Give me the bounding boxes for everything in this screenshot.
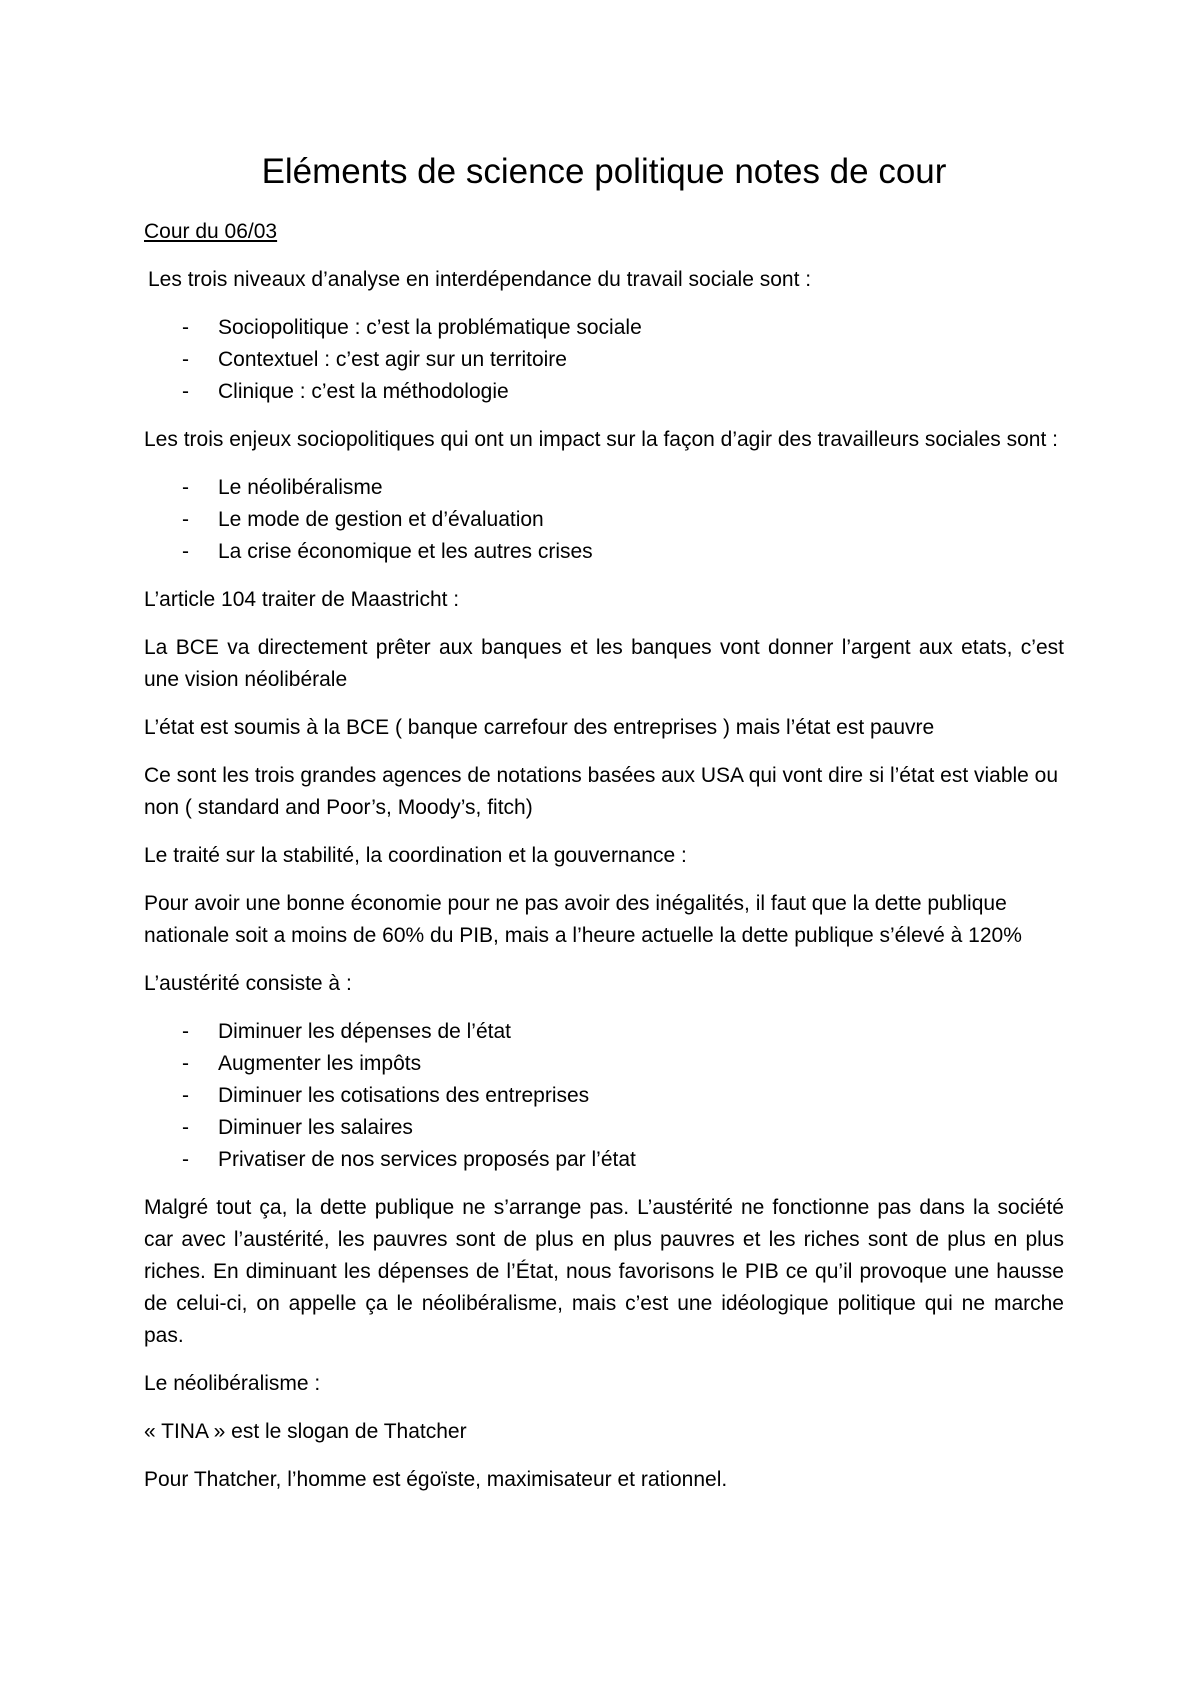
austerite-list — [144, 1016, 1064, 1176]
list-item: - Diminuer les salaires — [144, 1112, 1064, 1144]
list-item: - Diminuer les dépenses de l’état — [144, 1016, 1064, 1048]
list-item: - Le néolibéralisme — [144, 472, 1064, 504]
levels-list — [144, 312, 1064, 408]
list-item: - Augmenter les impôts — [144, 1048, 1064, 1080]
list-item: - La crise économique et les autres crises — [144, 536, 1064, 568]
list-item: - Diminuer les cotisations des entreprises — [144, 1080, 1064, 1112]
document-title: Eléments de science politique notes de cour — [261, 152, 947, 191]
list-item: - Contextuel : c’est agir sur un territoire — [144, 344, 1064, 376]
paragraph-enjeux: Les trois enjeux sociopolitiques qui ont un impact sur la façon d’agir des travailleurs sociales sont : — [144, 428, 1058, 451]
paragraph-levels-intro: Les trois niveaux d’analyse en interdépendance du travail sociale sont : — [148, 268, 812, 291]
paragraph-agences: Ce sont les trois grandes agences de notations basées aux USA qui vont dire si l’état est viable ou non ( standard and Poor’s, Moody’s, fitch) — [144, 764, 1059, 819]
enjeux-list — [144, 472, 1064, 568]
list-item: - Le mode de gestion et d’évaluation — [144, 504, 1064, 536]
paragraph-neoliberalisme: Le néolibéralisme : — [144, 1372, 321, 1395]
list-item: - Privatiser de nos services proposés par l’état — [144, 1144, 1064, 1176]
document-page — [144, 150, 1064, 1512]
list-item: - Clinique : c’est la méthodologie — [144, 376, 1064, 408]
paragraph-malgre: Malgré tout ça, la dette publique ne s’arrange pas. L’austérité ne fonctionne pas dans la société car avec l’austérité, les pauvres sont de plus en plus pauvres et les riches sont de plus en plus riches. En diminuant les dépenses de l’État, nous favorisons le PIB ce qu’il provoque une hausse de celui-ci, on appelle ça le néolibéralisme, mais c’est une idéologique politique qui ne marche pas. — [144, 1196, 1064, 1347]
paragraph-tina: « TINA » est le slogan de Thatcher — [144, 1420, 467, 1443]
paragraph-thatcher: Pour Thatcher, l’homme est égoïste, maximisateur et rationnel. — [144, 1468, 728, 1491]
paragraph-austerite: L’austérité consiste à : — [144, 972, 352, 995]
paragraph-traite: Le traité sur la stabilité, la coordination et la gouvernance : — [144, 844, 687, 867]
paragraph-bce: La BCE va directement prêter aux banques et les banques vont donner l’argent aux etats, c’est une vision néolibérale — [144, 636, 1064, 691]
paragraph-economie: Pour avoir une bonne économie pour ne pas avoir des inégalités, il faut que la dette publique nationale soit a moins de 60% du PIB, mais a l’heure actuelle la dette publique s’élevé à 120% — [144, 892, 1022, 947]
section-heading: Cour du 06/03 — [144, 220, 278, 243]
list-item: - Sociopolitique : c’est la problématique sociale — [144, 312, 1064, 344]
paragraph-article: L’article 104 traiter de Maastricht : — [144, 588, 460, 611]
paragraph-etat: L’état est soumis à la BCE ( banque carrefour des entreprises ) mais l’état est pauvre — [144, 716, 935, 739]
